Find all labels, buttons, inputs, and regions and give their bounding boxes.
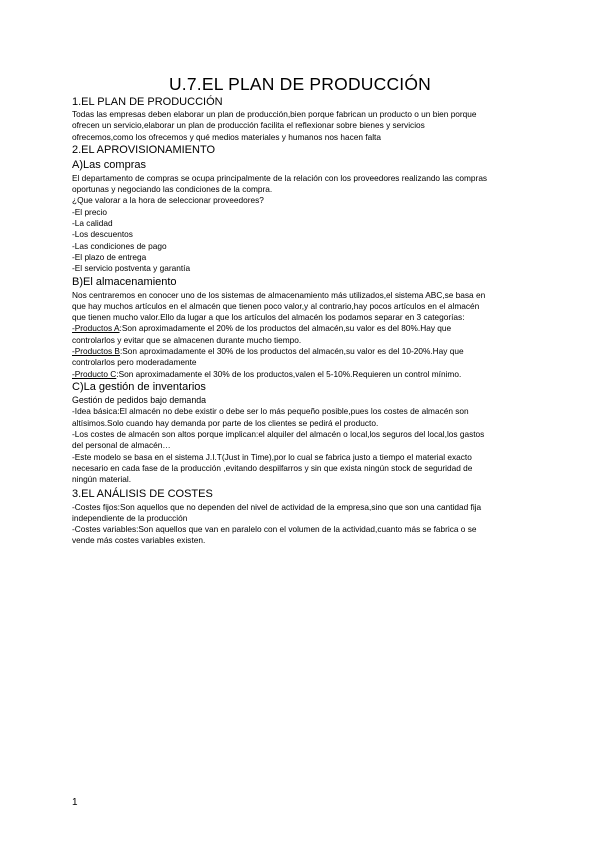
category-a-text: :Son aproximadamente el 20% de los productos del almacén,su valor es del 80%.Hay que xyxy=(119,323,452,334)
category-a-label: -Productos A xyxy=(72,323,120,334)
category-c-label: -Producto C xyxy=(72,368,117,379)
list-item: -El servicio postventa y garantía xyxy=(72,263,191,274)
paragraph-line: ofrecen un servicio,elaborar un plan de producción facilita el reflexionar sobre bienes y servicios xyxy=(72,120,425,131)
list-item: -Los descuentos xyxy=(72,229,133,240)
inventory-subheading: Gestión de pedidos bajo demanda xyxy=(72,394,207,405)
section-heading-costes: 3.EL ANÁLISIS DE COSTES xyxy=(72,487,213,500)
subsection-heading-almacenamiento: B)El almacenamiento xyxy=(72,275,177,288)
paragraph-line: El departamento de compras se ocupa principalmente de la relación con los proveedores realizando las compras xyxy=(72,172,488,183)
category-b-text: :Son aproximadamente el 30% de los productos del almacén,su valor es del 10-20%.Hay que xyxy=(119,346,464,357)
list-item: -El precio xyxy=(72,206,108,217)
page-number: 1 xyxy=(72,797,78,808)
paragraph-line: Nos centraremos en conocer uno de los sistemas de almacenamiento más utilizados,el sistema ABC,se basa en xyxy=(72,289,486,300)
section-heading-aprovisionamiento: 2.EL APROVISIONAMIENTO xyxy=(72,143,216,156)
paragraph-line: -Costes fijos:Son aquellos que no dependen del nivel de actividad de la empresa,sino que son una cantidad fija xyxy=(72,501,482,512)
paragraph-line: -Costes variables:Son aquellos que van en paralelo con el volumen de la actividad,cuanto más se fabrica o se xyxy=(72,524,477,535)
paragraph-line: altísimos.Solo cuando hay demanda por parte de los clientes se pedirá el producto. xyxy=(72,417,379,428)
question-line: ¿Que valorar a la hora de seleccionar proveedores? xyxy=(72,195,264,206)
document-body xyxy=(72,96,532,547)
list-item: -El plazo de entrega xyxy=(72,251,147,262)
paragraph-line: del personal de almacén… xyxy=(72,440,171,451)
category-b-line xyxy=(72,346,532,357)
subsection-heading-inventarios: C)La gestión de inventarios xyxy=(72,380,206,393)
subsection-heading-compras: A)Las compras xyxy=(72,158,146,171)
list-item: -La calidad xyxy=(72,218,113,229)
paragraph-line: que hay muchos artículos en el almacén que tienen poco valor,y al contrario,hay pocos artículos en el almacén xyxy=(72,300,480,311)
paragraph-line: ningún material. xyxy=(72,474,132,485)
paragraph-line: -Este modelo se basa en el sistema J.I.T(Just in Time),por lo cual se fabrica justo a tiempo el material exacto xyxy=(72,451,472,462)
category-a-line xyxy=(72,323,532,334)
paragraph-line: vende más costes variables existen. xyxy=(72,535,206,546)
paragraph-line: -Idea básica:El almacén no debe existir o debe ser lo más pequeño posible,pues los costes de almacén son xyxy=(72,406,469,417)
category-c-line xyxy=(72,369,532,380)
paragraph-line: -Los costes de almacén son altos porque implican:el alquiler del almacén o local,los seguros del local,los gastos xyxy=(72,429,485,440)
paragraph-line: ofrecemos,como los ofrecemos y qué medios materiales y humanos nos hacen falta xyxy=(72,131,381,142)
category-b-label: -Productos B xyxy=(72,346,120,357)
paragraph-line: que tienen mucho valor.Ello da lugar a que los artículos del almacén los podamos separar en 3 categorías: xyxy=(72,312,465,323)
paragraph-line: independiente de la producción xyxy=(72,512,188,523)
paragraph-line: controlarlos y evitar que se almacenen durante mucho tiempo. xyxy=(72,334,302,345)
list-item: -Las condiciones de pago xyxy=(72,240,167,251)
category-c-text: :Son aproximadamente el 30% de los productos,valen el 5-10%.Requieren un control mínimo. xyxy=(116,368,462,379)
paragraph-line: controlarlos pero moderadamente xyxy=(72,357,197,368)
document-title: U.7.EL PLAN DE PRODUCCIÓN xyxy=(168,74,432,94)
section-heading-plan: 1.EL PLAN DE PRODUCCIÓN xyxy=(72,96,223,108)
paragraph-line: oportunas y negociando las condiciones de la compra. xyxy=(72,184,273,195)
paragraph-line: Todas las empresas deben elaborar un plan de producción,bien porque fabrican un producto o un bien porque xyxy=(72,109,477,119)
paragraph-line: necesario en cada fase de la producción ,evitando despilfarros y sin que exista ningún stock de seguridad de xyxy=(72,462,473,473)
